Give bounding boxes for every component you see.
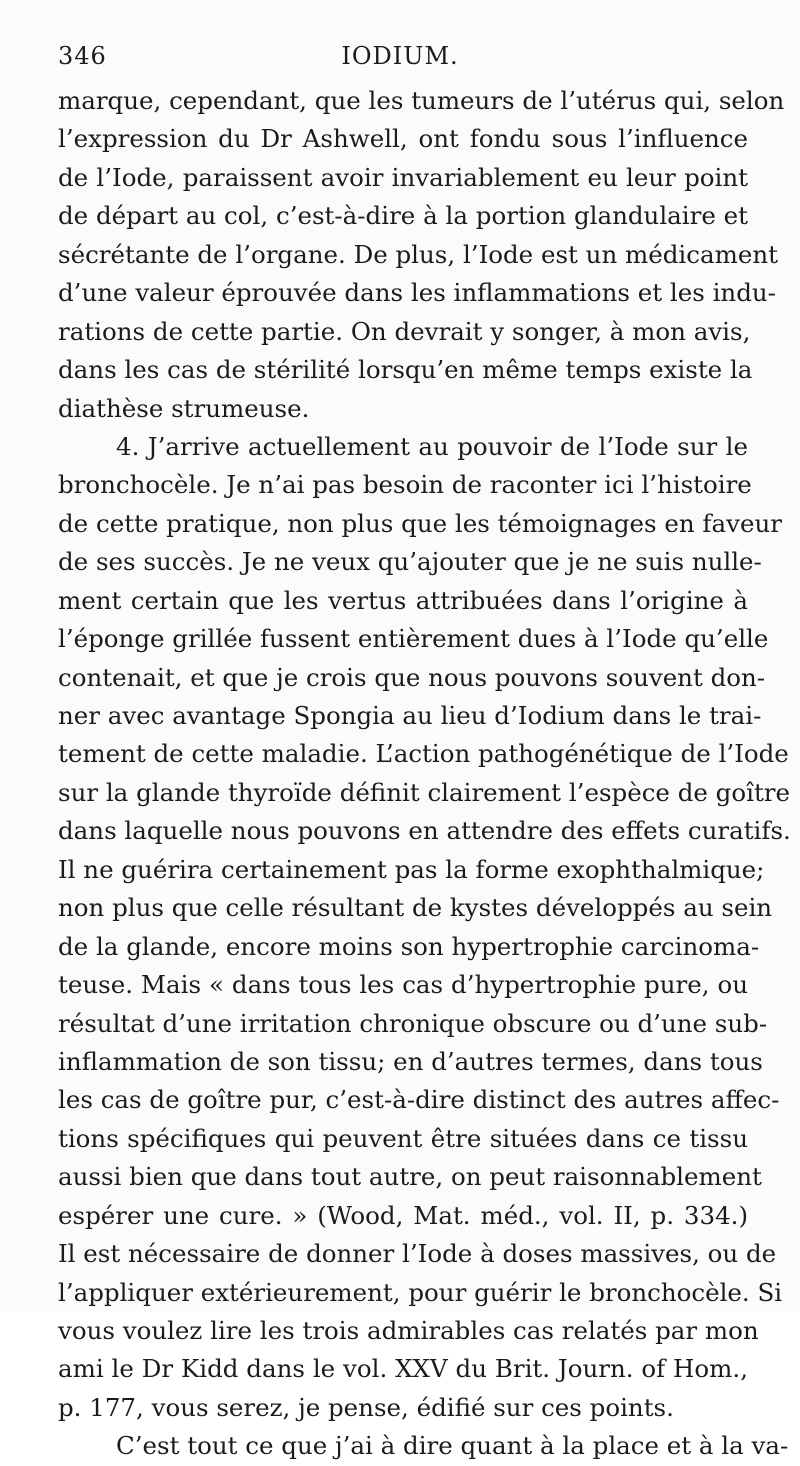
text-line: de départ au col, c’est-à-dire à la portion glandulaire et xyxy=(58,201,748,231)
page-header xyxy=(58,42,742,78)
text-line: sécrétante de l’organe. De plus, l’Iode est un médicament xyxy=(58,239,778,269)
text-line: 4. J’arrive actuellement au pouvoir de l’Iode sur le xyxy=(116,431,748,461)
text-line: les cas de goître pur, c’est-à-dire distinct des autres affec- xyxy=(58,1085,780,1115)
text-line: tions spécifiques qui peuvent être situées dans ce tissu xyxy=(58,1123,748,1153)
text-line: espérer une cure. » (Wood, Mat. méd., vol. II, p. 334.) xyxy=(58,1200,748,1230)
text-line: Il est nécessaire de donner l’Iode à doses massives, ou de xyxy=(58,1239,777,1269)
text-line: d’une valeur éprouvée dans les inflammations et les indu- xyxy=(58,278,776,308)
text-line: teuse. Mais « dans tous les cas d’hypertrophie pure, ou xyxy=(58,970,748,1000)
text-line: C’est tout ce que j’ai à dire quant à la place et à la va- xyxy=(116,1431,789,1461)
text-line: de ses succès. Je ne veux qu’ajouter que je ne suis nulle- xyxy=(58,547,762,577)
text-line: de l’Iode, paraissent avoir invariablement eu leur point xyxy=(58,162,748,192)
text-line: diathèse strumeuse. xyxy=(58,393,310,423)
page-number: 346 xyxy=(58,42,107,70)
text-line: l’expression du Dr Ashwell, ont fondu sous l’influence xyxy=(58,124,748,154)
text-line: inflammation de son tissu; en d’autres termes, dans tous xyxy=(58,1046,763,1076)
text-line: ami le Dr Kidd dans le vol. XXV du Brit. Journ. of Hom., xyxy=(58,1354,748,1384)
text-line: sur la glande thyroïde définit clairement l’espèce de goître xyxy=(58,777,790,807)
text-line: tement de cette maladie. L’action pathogénétique de l’Iode xyxy=(58,739,789,769)
text-line: de la glande, encore moins son hypertrophie carcinoma- xyxy=(58,931,760,961)
text-line: contenait, et que je crois que nous pouvons souvent don- xyxy=(58,662,766,692)
text-line: Il ne guérira certainement pas la forme exophthalmique; xyxy=(58,854,765,884)
text-line: aussi bien que dans tout autre, on peut raisonnablement xyxy=(58,1162,762,1192)
text-line: marque, cependant, que les tumeurs de l’utérus qui, selon xyxy=(58,86,785,115)
text-line: l’appliquer extérieurement, pour guérir le bronchocèle. Si xyxy=(58,1277,783,1307)
text-line: ment certain que les vertus attribuées dans l’origine à xyxy=(58,585,748,615)
text-line: rations de cette partie. On devrait y songer, à mon avis, xyxy=(58,316,751,346)
text-line: vous voulez lire les trois admirables cas relatés par mon xyxy=(58,1316,759,1345)
text-line: non plus que celle résultant de kystes développés au sein xyxy=(58,893,773,923)
text-line: dans les cas de stérilité lorsqu’en même temps existe la xyxy=(58,355,753,385)
text-line: dans laquelle nous pouvons en attendre des effets curatifs. xyxy=(58,816,791,846)
running-title: IODIUM. xyxy=(341,42,459,70)
text-line: l’éponge grillée fussent entièrement dues à l’Iode qu’elle xyxy=(58,624,769,654)
text-line: ner avec avantage Spongia au lieu d’Iodium dans le trai- xyxy=(58,701,762,730)
text-line: résultat d’une irritation chronique obscure ou d’une sub- xyxy=(58,1008,768,1038)
text-line: de cette pratique, non plus que les témoignages en faveur xyxy=(58,508,782,538)
text-line: p. 177, vous serez, je pense, édifié sur ces points. xyxy=(58,1392,674,1422)
page-body-text xyxy=(58,82,791,1466)
text-line: bronchocèle. Je n’ai pas besoin de raconter ici l’histoire xyxy=(58,470,752,500)
